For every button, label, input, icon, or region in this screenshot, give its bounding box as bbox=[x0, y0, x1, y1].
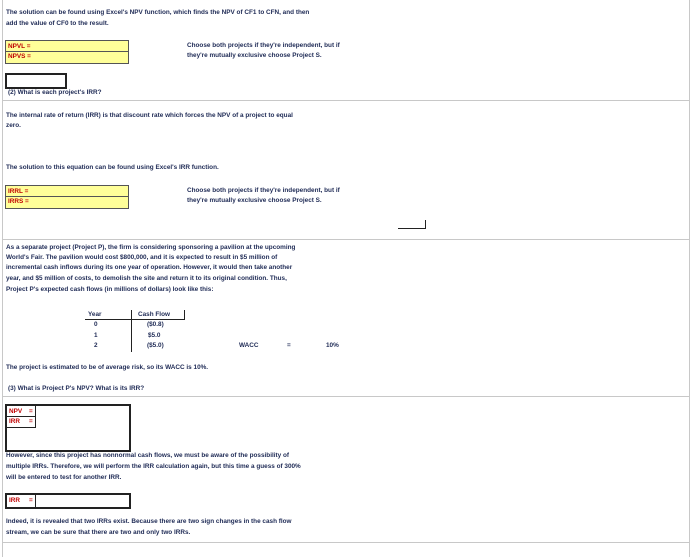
question-2: (2) What is each project's IRR? bbox=[8, 89, 102, 96]
nonnormal-line-3: will be entered to test for another IRR. bbox=[6, 474, 122, 481]
nonnormal-line-2: multiple IRRs. Therefore, we will perform the IRR calculation again, but this time a guess of 300% bbox=[6, 463, 301, 470]
project-p-line-1: As a separate project (Project P), the firm is considering sponsoring a pavilion at the upcoming bbox=[6, 244, 296, 251]
npvs-label: NPVS = bbox=[8, 53, 31, 60]
year-0: 0 bbox=[94, 321, 98, 328]
project-p-line-4: year, and $5 million of costs, to demolish the site and return it to its original condition. Thus, bbox=[6, 275, 287, 282]
q3-rule bbox=[2, 396, 690, 397]
sheet-right-border bbox=[689, 0, 690, 557]
cash-table-header-rule bbox=[85, 319, 185, 320]
conclusion-line-2: stream, we can be sure that there are two and only two IRRs. bbox=[6, 529, 191, 536]
irr-solution-text: The solution to this equation can be found using Excel's IRR function. bbox=[6, 164, 219, 171]
irr-box-divider bbox=[6, 196, 128, 197]
conclusion-line-1: Indeed, it is revealed that two IRRs exist. Because there are two sign changes in the cash flow bbox=[6, 518, 292, 525]
cash-table-right-border bbox=[184, 310, 185, 320]
project-p-line-5: Project P's expected cash flows (in millions of dollars) look like this: bbox=[6, 286, 214, 293]
irr-definition-2: zero. bbox=[6, 122, 21, 129]
year-2: 2 bbox=[94, 342, 98, 349]
wacc-value: 10% bbox=[326, 342, 339, 349]
cash-flow-0: ($0.8) bbox=[147, 321, 164, 328]
npv-choice-note-2: they're mutually exclusive choose Project S. bbox=[187, 52, 322, 59]
risk-note: The project is estimated to be of average risk, so its WACC is 10%. bbox=[6, 364, 209, 371]
project-p-line-2: World's Fair. The pavilion would cost $800,000, and it is expected to result in $5 million of bbox=[6, 254, 278, 261]
cash-flow-1: $5.0 bbox=[148, 332, 161, 339]
project-p-answer-box[interactable] bbox=[5, 404, 131, 452]
year-header: Year bbox=[88, 311, 102, 318]
irr-answer-box[interactable] bbox=[5, 185, 129, 209]
npv-answer-box[interactable] bbox=[5, 40, 129, 64]
npv-equals: = bbox=[29, 408, 33, 415]
irrs-label: IRRS = bbox=[8, 198, 29, 205]
irr2-label: IRR bbox=[9, 497, 21, 504]
second-irr-answer-box[interactable] bbox=[5, 493, 131, 509]
intro-line-1: The solution can be found using Excel's NPV function, which finds the NPV of CF1 to CFN, and then bbox=[6, 9, 310, 16]
p-box-row-rule bbox=[7, 416, 35, 417]
empty-answer-box[interactable] bbox=[5, 73, 67, 89]
irr-definition-1: The internal rate of return (IRR) is that discount rate which forces the NPV of a project to equal bbox=[6, 112, 293, 119]
project-p-line-3: incremental cash inflows during its one year of operation. However, it would then take another bbox=[6, 264, 293, 271]
irrl-label: IRRL = bbox=[8, 188, 29, 195]
selected-cell-marker[interactable] bbox=[398, 220, 426, 229]
npvl-label: NPVL = bbox=[8, 43, 31, 50]
intro-line-2: add the value of CF0 to the result. bbox=[6, 20, 109, 27]
irr-choice-note-1: Choose both projects if they're independent, but if bbox=[187, 187, 340, 194]
cash-flow-header: Cash Flow bbox=[138, 311, 170, 318]
question-3: (3) What is Project P's NPV? What is its IRR? bbox=[8, 385, 145, 392]
cash-table-col-divider bbox=[131, 310, 132, 352]
npv-box-divider bbox=[6, 51, 128, 52]
nonnormal-line-1: However, since this project has nonnormal cash flows, we must be aware of the possibility of bbox=[6, 452, 290, 459]
wacc-label: WACC bbox=[239, 342, 259, 349]
npv-choice-note-1: Choose both projects if they're independent, but if bbox=[187, 42, 340, 49]
irr-equals: = bbox=[29, 418, 33, 425]
project-p-rule-top bbox=[2, 239, 690, 240]
irr2-equals: = bbox=[29, 497, 33, 504]
sheet-left-border bbox=[2, 0, 3, 557]
npv-label: NPV bbox=[9, 408, 23, 415]
irr-label: IRR bbox=[9, 418, 21, 425]
year-1: 1 bbox=[94, 332, 98, 339]
q2-rule bbox=[2, 100, 690, 101]
wacc-equals: = bbox=[287, 342, 291, 349]
irr-choice-note-2: they're mutually exclusive choose Project S. bbox=[187, 197, 322, 204]
cash-flow-2: ($5.0) bbox=[147, 342, 164, 349]
bottom-rule bbox=[2, 542, 690, 543]
